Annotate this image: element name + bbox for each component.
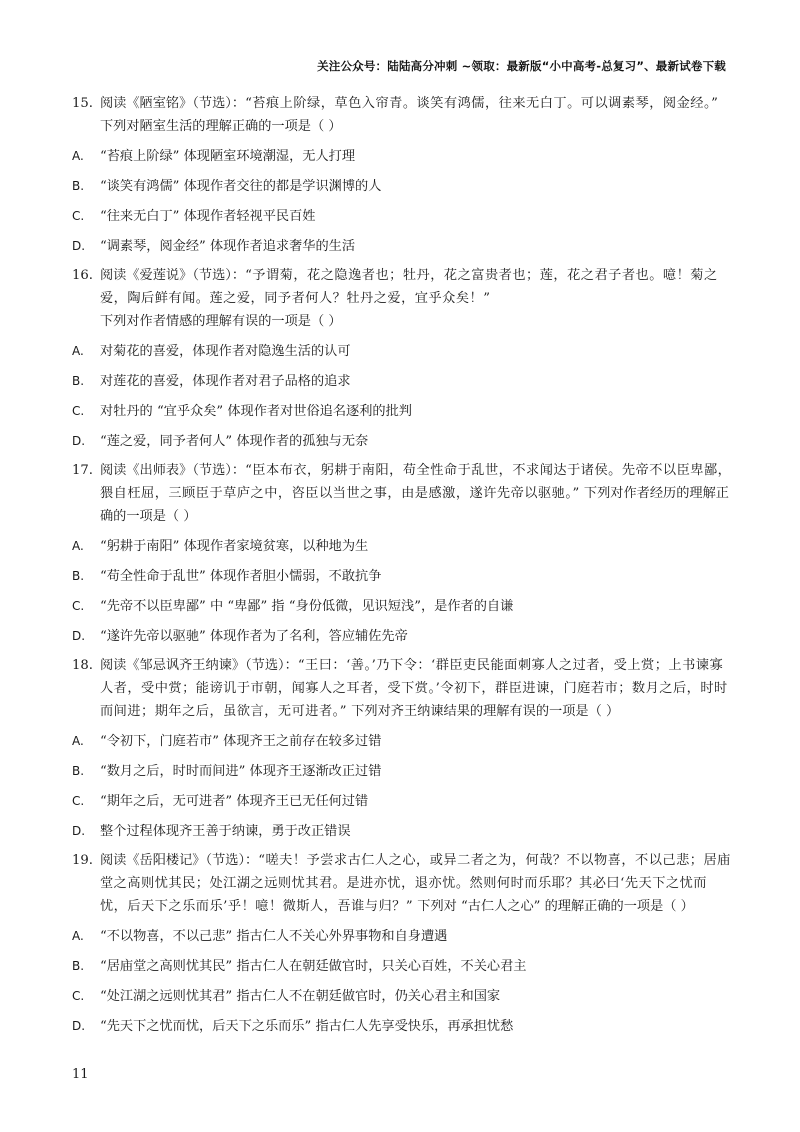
option-text: “谈笑有鸿儒” 体现作者交往的都是学识渊博的人 <box>100 179 382 194</box>
option-label: C. <box>72 989 85 1003</box>
option-b <box>72 175 732 198</box>
option-c <box>72 790 732 813</box>
question-quote: “苔痕上阶绿，草色入帘青。谈笑有鸿儒，往来无白丁。可以调素琴，阅金经。” <box>245 96 719 111</box>
option-c <box>72 400 732 423</box>
question-17 <box>72 459 732 528</box>
option-label: C. <box>72 794 85 808</box>
option-text: “令初下，门庭若市” 体现齐王之前存在较多过错 <box>100 734 382 749</box>
option-a <box>72 925 732 948</box>
option-label: D. <box>72 1019 86 1033</box>
question-number: 17. <box>72 463 93 478</box>
option-a <box>72 730 732 753</box>
option-text: “居庙堂之高则忧其民” 指古仁人在朝廷做官时，只关心百姓，不关心君主 <box>100 959 527 974</box>
option-label: D. <box>72 239 86 253</box>
option-d <box>72 820 732 843</box>
option-c <box>72 595 732 618</box>
question-19 <box>72 849 732 918</box>
question-prompt: 下列对齐王纳谏结果的理解有误的一项是（ ） <box>347 704 620 719</box>
option-text: “处江湖之远则忧其君” 指古仁人不在朝廷做官时，仍关心君主和国家 <box>100 989 501 1004</box>
question-number: 19. <box>72 853 93 868</box>
option-label: B. <box>72 179 85 193</box>
option-text: “往来无白丁” 体现作者轻视平民百姓 <box>100 209 316 224</box>
option-text: “莲之爱，同予者何人” 体现作者的孤独与无奈 <box>100 434 369 449</box>
option-b <box>72 955 732 978</box>
question-15 <box>72 92 732 138</box>
option-text: 对菊花的喜爱，体现作者对隐逸生活的认可 <box>100 344 351 359</box>
option-text: “数月之后，时时而间进” 体现齐王逐渐改正过错 <box>100 764 382 779</box>
option-text: “不以物喜，不以己悲” 指古仁人不关心外界事物和自身遭遇 <box>100 929 448 944</box>
option-text: “遂许先帝以驱驰” 体现作者为了名利，答应辅佐先帝 <box>100 629 408 644</box>
option-text: “苟全性命于乱世” 体现作者胆小懦弱，不敢抗争 <box>100 569 382 584</box>
option-b <box>72 370 732 393</box>
option-c <box>72 985 732 1008</box>
option-text: “先帝不以臣卑鄙” 中 “卑鄙” 指 “身份低微，见识短浅”，是作者的自谦 <box>100 599 514 614</box>
option-text: “调素琴，阅金经” 体现作者追求奢华的生活 <box>100 239 356 254</box>
option-label: B. <box>72 374 85 388</box>
option-b <box>72 760 732 783</box>
page-header: 关注公众号：陆陆高分冲刺 ~领取：最新版“小中高考-总复习”、最新试卷下载 <box>317 59 726 73</box>
question-number: 16. <box>72 268 93 283</box>
question-prompt: 下列对陋室生活的理解正确的一项是（ ） <box>100 119 342 134</box>
question-16 <box>72 264 732 333</box>
option-text: 对牡丹的 “宜乎众矣” 体现作者对世俗追名逐利的批判 <box>100 404 412 419</box>
option-label: A. <box>72 734 84 748</box>
option-text: “先天下之忧而忧，后天下之乐而乐” 指古仁人先享受快乐，再承担忧愁 <box>100 1019 514 1034</box>
option-label: D. <box>72 434 86 448</box>
option-a <box>72 145 732 168</box>
option-label: A. <box>72 149 84 163</box>
option-d <box>72 1015 732 1038</box>
option-label: A. <box>72 344 84 358</box>
question-quote: “嗟夫！予尝求古仁人之心，或异二者之为，何哉？不以物喜，不以己悲；居庙堂之高则忧其民；处江湖之远则忧其君。是进亦忧，退亦忧。然则何时而乐耶？其必曰‘先天下之忧而忧，后天下之乐而乐’乎！噫！微斯人，吾谁与归？” <box>100 853 731 914</box>
question-lead: 阅读《出师表》（节选）： <box>100 463 246 478</box>
question-number: 18. <box>72 658 93 673</box>
option-d <box>72 625 732 648</box>
question-18 <box>72 654 732 723</box>
option-d <box>72 430 732 453</box>
option-label: C. <box>72 209 85 223</box>
question-lead: 阅读《爱莲说》（节选）： <box>100 268 246 283</box>
option-text: “期年之后，无可进者” 体现齐王已无任何过错 <box>100 794 369 809</box>
question-number: 15. <box>72 96 93 111</box>
option-label: C. <box>72 404 85 418</box>
question-quote: “王曰：‘善。’乃下令：‘群臣吏民能面刺寡人之过者，受上赏；上书谏寡人者，受中赏；能谤讥于市朝，闻寡人之耳者，受下赏。’令初下，群臣进谏，门庭若市；数月之后，时时而间进；期年之后，虽欲言，无可进者。” <box>100 658 728 719</box>
option-b <box>72 565 732 588</box>
question-prompt: 下列对作者情感的理解有误的一项是（ ） <box>100 314 342 329</box>
option-label: B. <box>72 959 85 973</box>
option-label: B. <box>72 569 85 583</box>
option-text: 整个过程体现齐王善于纳谏，勇于改正错误 <box>100 824 351 839</box>
question-prompt: 下列对 “古仁人之心” 的理解正确的一项是（ ） <box>413 899 694 914</box>
option-label: D. <box>72 629 86 643</box>
option-a <box>72 535 732 558</box>
option-label: B. <box>72 764 85 778</box>
question-lead: 阅读《岳阳楼记》（节选）： <box>100 853 259 868</box>
option-d <box>72 235 732 258</box>
option-a <box>72 340 732 363</box>
option-label: D. <box>72 824 86 838</box>
question-lead: 阅读《陋室铭》（节选）： <box>100 96 246 111</box>
page-number: 11 <box>72 1067 89 1082</box>
option-label: A. <box>72 929 84 943</box>
option-text: “苔痕上阶绿” 体现陋室环境潮湿，无人打理 <box>100 149 356 164</box>
option-text: “躬耕于南阳” 体现作者家境贫寒，以种地为生 <box>100 539 369 554</box>
question-lead: 阅读《邹忌讽齐王纳谏》（节选）： <box>100 658 298 673</box>
question-quote: “臣本布衣，躬耕于南阳，苟全性命于乱世，不求闻达于诸侯。先帝不以臣卑鄙，猥自枉屈，三顾臣于草庐之中，咨臣以当世之事，由是感激，遂许先帝以驱驰。” <box>100 463 732 501</box>
option-c <box>72 205 732 228</box>
question-prompt: 下列对作者经历的理解正确的一项是（ ） <box>100 486 729 524</box>
question-list <box>72 92 732 1038</box>
question-quote: “予谓菊，花之隐逸者也；牡丹，花之富贵者也；莲，花之君子者也。噫！菊之爱，陶后鲜有闻。莲之爱，同予者何人？牡丹之爱，宜乎众矣！” <box>100 268 718 306</box>
option-label: C. <box>72 599 85 613</box>
option-label: A. <box>72 539 84 553</box>
option-text: 对莲花的喜爱，体现作者对君子品格的追求 <box>100 374 351 389</box>
